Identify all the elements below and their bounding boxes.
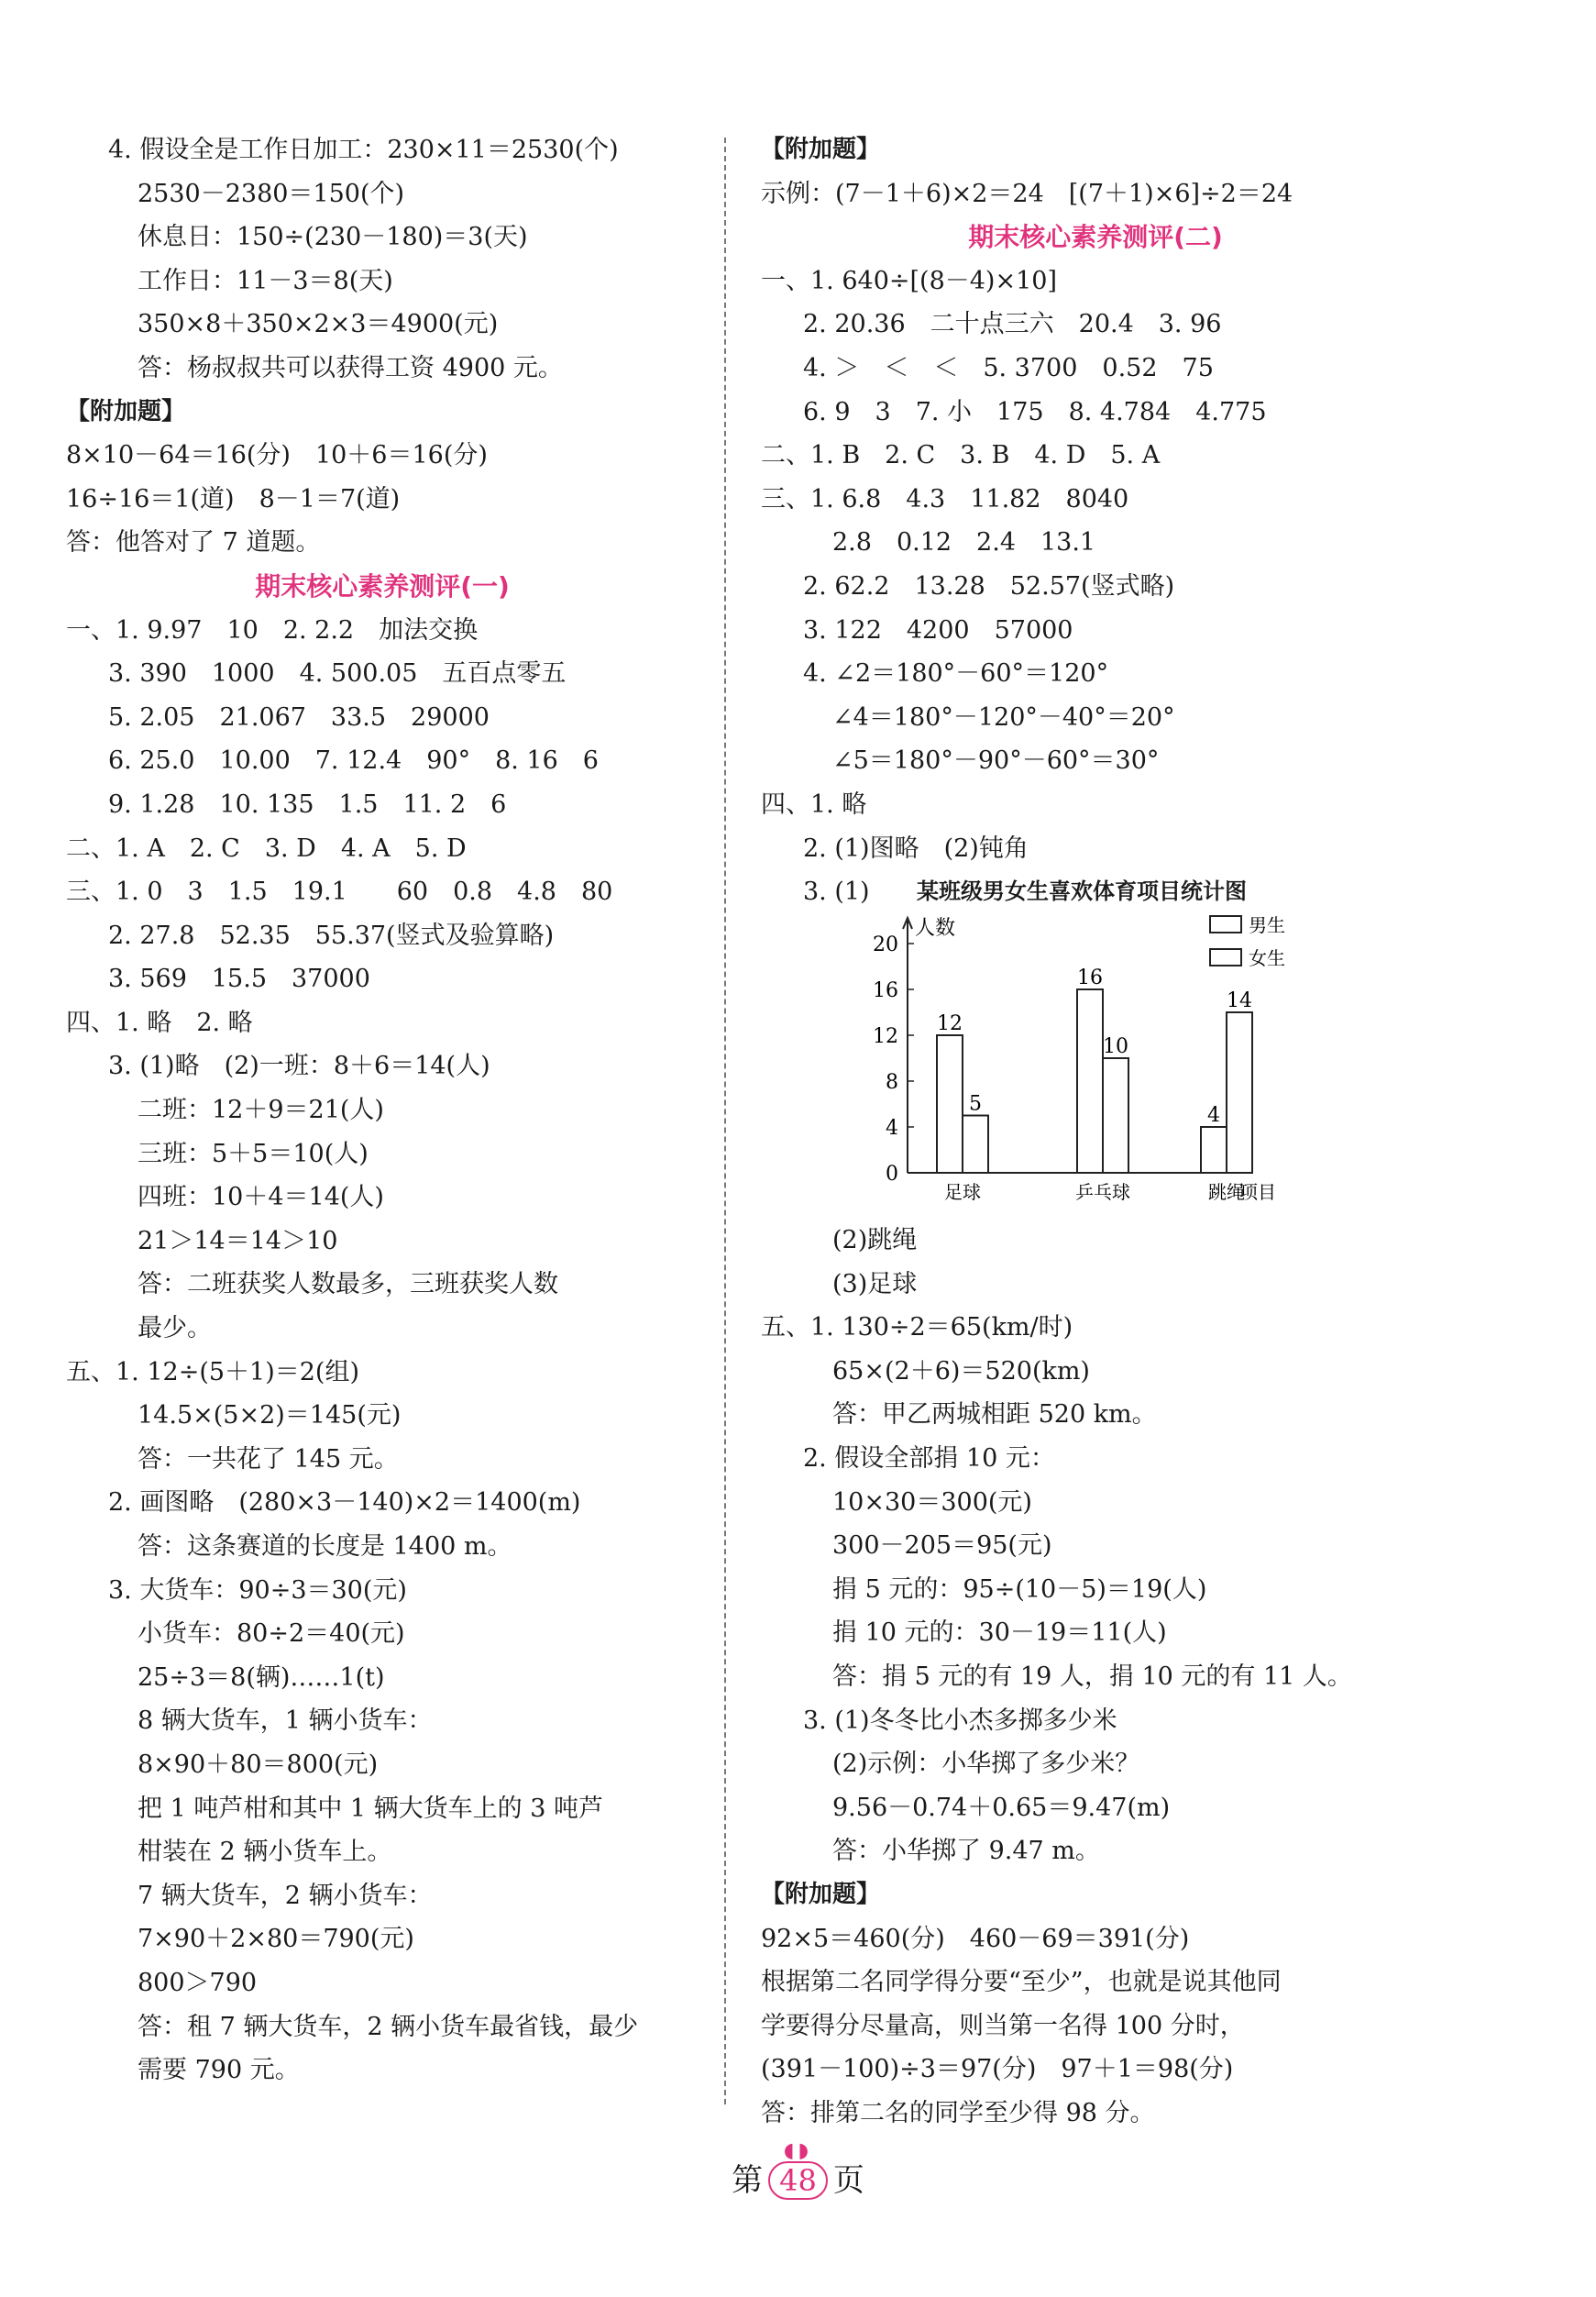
bar-value-label: 12 — [937, 1012, 963, 1036]
bar-boys — [1201, 1127, 1227, 1173]
answer-line: 捐 10 元的：30－19＝11(人) — [832, 1618, 1167, 1648]
right-bottom-section — [761, 1219, 1430, 2135]
answer-line: 2. (1)图略 (2)钝角 — [803, 834, 1029, 863]
answer-line: 需要 790 元。 — [138, 2056, 300, 2085]
answer-line: 6. 25.0 10.00 7. 12.4 90° 8. 16 6 — [108, 746, 599, 776]
answer-line: 4. ∠2＝180°－60°＝120° — [803, 659, 1109, 689]
y-axis-label: 人数 — [915, 917, 956, 941]
answer-line: 2.8 0.12 2.4 13.1 — [832, 528, 1096, 558]
bonus-heading: 【附加题】 — [66, 397, 186, 425]
answer-line: 四班：10＋4＝14(人) — [138, 1183, 384, 1212]
answer-line: 答：杨叔叔共可以获得工资 4900 元。 — [138, 353, 563, 382]
answer-line: 示例：(7－1＋6)×2＝24 [(7＋1)×6]÷2＝24 — [761, 179, 1293, 208]
right-column — [761, 128, 1430, 2136]
answer-line: 25÷3＝8(辆)……1(t) — [138, 1662, 385, 1692]
answer-line: 三、1. 0 3 1.5 19.1 60 0.8 4.8 80 — [66, 878, 613, 907]
answer-line: 7×90＋2×80＝790(元) — [138, 1925, 414, 1954]
answer-line: 6. 9 3 7. 小 175 8. 4.784 4.775 — [803, 397, 1267, 426]
y-tick-label: 12 — [873, 1025, 898, 1049]
answer-line: ∠5＝180°－90°－60°＝30° — [832, 746, 1160, 776]
bar-value-label: 10 — [1103, 1035, 1128, 1059]
answer-line: 14.5×(5×2)＝145(元) — [138, 1401, 402, 1430]
bar-girls — [1227, 1012, 1252, 1173]
y-tick-label: 20 — [873, 933, 898, 957]
chart-block — [761, 870, 1430, 1219]
answer-line: 一、1. 640÷[(8－4)×10] — [761, 266, 1057, 295]
category-label: 跳绳 — [1208, 1181, 1245, 1204]
answer-line: 学要得分尽量高，则当第一名得 100 分时， — [761, 2011, 1245, 2040]
answer-line: (391－100)÷3＝97(分) 97＋1＝98(分) — [761, 2055, 1234, 2084]
answer-line: 92×5＝460(分) 460－69＝391(分) — [761, 1924, 1190, 1953]
answer-line: 小货车：80÷2＝40(元) — [138, 1619, 405, 1649]
bar-value-label: 16 — [1077, 966, 1103, 990]
answer-line: 把 1 吨芦柑和其中 1 辆大货车上的 3 吨芦 — [138, 1794, 604, 1823]
bonus-heading: 【附加题】 — [761, 136, 881, 163]
answer-line: 四、1. 略 2. 略 — [66, 1008, 253, 1037]
section-heading: 期末核心素养测评(一) — [255, 570, 510, 602]
answer-line: 三班：5＋5＝10(人) — [138, 1139, 369, 1168]
column-divider — [724, 138, 726, 2104]
bar-value-label: 4 — [1207, 1104, 1220, 1128]
answer-line: 3. 大货车：90÷3＝30(元) — [108, 1575, 407, 1605]
answer-line: 800＞790 — [138, 1968, 258, 1997]
bar-boys — [1077, 989, 1103, 1173]
answer-line: 答：这条赛道的长度是 1400 m。 — [138, 1532, 512, 1561]
chart-title: 某班级男女生喜欢体育项目统计图 — [917, 878, 1247, 905]
answer-line: 答：一共花了 145 元。 — [138, 1444, 399, 1474]
answer-line: 五、1. 130÷2＝65(km/时) — [761, 1313, 1073, 1342]
right-top-section — [761, 128, 1430, 870]
answer-line: 最少。 — [138, 1314, 212, 1343]
section-heading: 期末核心素养测评(二) — [968, 222, 1223, 253]
x-axis-label: 项目 — [1239, 1181, 1276, 1204]
answer-line: 5. 2.05 21.067 33.5 29000 — [108, 702, 490, 732]
answer-line: 9.56－0.74＋0.65＝9.47(m) — [832, 1793, 1171, 1822]
y-tick-label: 16 — [873, 979, 898, 1003]
answer-line: 2. 27.8 52.35 55.37(竖式及验算略) — [108, 921, 555, 950]
answer-line: 答：他答对了 7 道题。 — [66, 528, 321, 558]
category-label: 乒乓球 — [1075, 1181, 1130, 1204]
page-footer — [0, 2139, 1596, 2200]
answer-line: 3. 390 1000 4. 500.05 五百点零五 — [108, 659, 567, 689]
answer-line: 2530－2380＝150(个) — [138, 179, 405, 208]
answer-line: 8×90＋80＝800(元) — [138, 1750, 379, 1779]
answer-line: 3. (1)冬冬比小杰多掷多少米 — [803, 1706, 1117, 1735]
answer-line: 9. 1.28 10. 135 1.5 11. 2 6 — [108, 790, 507, 819]
y-tick-label: 0 — [886, 1163, 898, 1187]
legend-swatch — [1210, 916, 1241, 933]
answer-line: 柑装在 2 辆小货车上。 — [138, 1838, 392, 1867]
answer-line: 7 辆大货车，2 辆小货车： — [138, 1881, 433, 1910]
bar-girls — [963, 1116, 988, 1174]
answer-line: 2. 画图略 (280×3－140)×2＝1400(m) — [108, 1488, 581, 1518]
chart-question-label: 3. (1) — [803, 878, 870, 907]
answer-line: 二、1. A 2. C 3. D 4. A 5. D — [66, 834, 467, 863]
answer-line: 四、1. 略 — [761, 790, 867, 819]
footer-suffix: 页 — [832, 2162, 864, 2199]
answer-line: 65×(2＋6)＝520(km) — [832, 1356, 1090, 1386]
answer-line: 8×10－64＝16(分) 10＋6＝16(分) — [66, 441, 488, 470]
legend-swatch — [1210, 949, 1241, 966]
answer-line: 工作日：11－3＝8(天) — [138, 266, 393, 295]
left-column — [66, 128, 699, 2093]
answer-line: 根据第二名同学得分要“至少”，也就是说其他同 — [761, 1968, 1282, 1997]
bar-value-label: 14 — [1227, 989, 1252, 1013]
answer-line: 16÷16＝1(道) 8－1＝7(道) — [66, 484, 401, 514]
legend-label: 男生 — [1249, 914, 1285, 937]
answer-line: 二、1. B 2. C 3. B 4. D 5. A — [761, 441, 1161, 470]
bonus-heading: 【附加题】 — [761, 1881, 881, 1908]
answer-line: ∠4＝180°－120°－40°＝20° — [832, 702, 1175, 732]
answer-line: 8 辆大货车，1 辆小货车： — [138, 1706, 433, 1736]
answer-line: 一、1. 9.97 10 2. 2.2 加法交换 — [66, 615, 479, 645]
page-number-text: 48 — [779, 2163, 817, 2198]
answer-line: 3. 569 15.5 37000 — [108, 965, 370, 994]
bar-chart — [853, 907, 1329, 1209]
bar-boys — [937, 1035, 963, 1173]
footer-prefix: 第 — [732, 2162, 764, 2199]
answer-line: 休息日：150÷(230－180)＝3(天) — [138, 223, 528, 252]
answer-line: (3)足球 — [832, 1269, 918, 1298]
bunny-ears-icon: ◖◗ — [783, 2139, 813, 2162]
legend-label: 女生 — [1249, 947, 1285, 970]
answer-line: 捐 5 元的：95÷(10－5)＝19(人) — [832, 1574, 1207, 1604]
answer-line: (2)跳绳 — [832, 1226, 918, 1255]
answer-line: 答：捐 5 元的有 19 人，捐 10 元的有 11 人。 — [832, 1662, 1352, 1692]
answer-line: 2. 假设全部捐 10 元： — [803, 1444, 1055, 1474]
answer-line: 4. 假设全是工作日加工：230×11＝2530(个) — [108, 136, 619, 164]
y-tick-label: 4 — [886, 1117, 898, 1141]
answer-line: (2)示例：小华掷了多少米？ — [832, 1750, 1140, 1779]
bar-value-label: 5 — [969, 1092, 982, 1116]
answer-line: 10×30＝300(元) — [832, 1487, 1032, 1517]
answer-line: 4. ＞ ＜ ＜ 5. 3700 0.52 75 — [803, 353, 1214, 382]
answer-line: 答：排第二名的同学至少得 98 分。 — [761, 2098, 1155, 2127]
answer-line: 300－205＝95(元) — [832, 1531, 1052, 1561]
bar-girls — [1103, 1058, 1128, 1173]
answer-line: 2. 62.2 13.28 52.57(竖式略) — [803, 571, 1175, 601]
answer-line: 二班：12＋9＝21(人) — [138, 1096, 384, 1125]
answer-line: 21＞14＝14＞10 — [138, 1226, 338, 1255]
answer-line: 答：二班获奖人数最多，三班获奖人数 — [138, 1270, 558, 1299]
answer-line: 五、1. 12÷(5＋1)＝2(组) — [66, 1357, 359, 1386]
category-label: 足球 — [944, 1181, 981, 1204]
answer-line: 350×8＋350×2×3＝4900(元) — [138, 310, 499, 339]
answer-line: 答：甲乙两城相距 520 km。 — [832, 1400, 1157, 1430]
answer-line: 答：租 7 辆大货车，2 辆小货车最省钱，最少 — [138, 2012, 639, 2041]
y-tick-label: 8 — [886, 1071, 898, 1095]
answer-line: 2. 20.36 二十点三六 20.4 3. 96 — [803, 310, 1222, 339]
answer-line: 三、1. 6.8 4.3 11.82 8040 — [761, 484, 1129, 514]
page-number — [768, 2139, 828, 2200]
answer-line: 答：小华掷了 9.47 m。 — [832, 1837, 1100, 1866]
answer-line: 3. 122 4200 57000 — [803, 615, 1073, 645]
answer-line: 3. (1)略 (2)一班：8＋6＝14(人) — [108, 1052, 490, 1081]
